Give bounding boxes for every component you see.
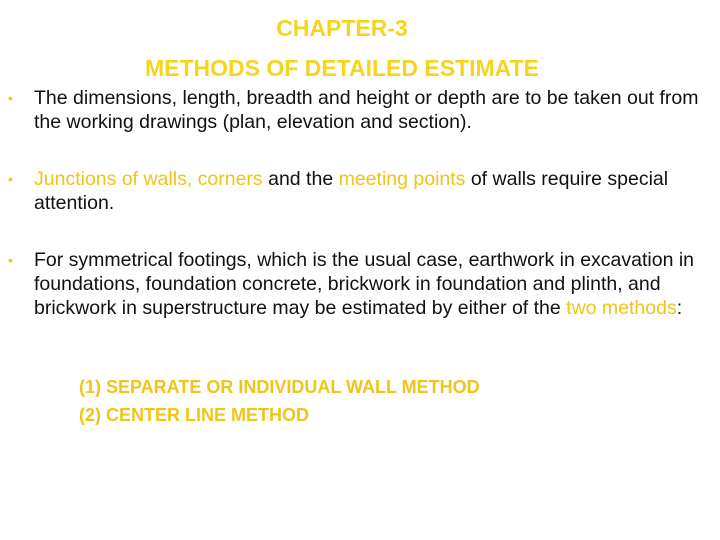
method-center-line: (2) CENTER LINE METHOD <box>79 405 310 425</box>
bullet-text: of walls require special attention. <box>34 168 674 214</box>
highlight-two-methods: two methods <box>566 297 677 319</box>
method-separate-wall: (1) SEPARATE OR INDIVIDUAL WALL METHOD <box>79 377 480 397</box>
bullet-marker-icon: • <box>8 171 13 187</box>
bullet-footings <box>8 248 708 320</box>
slide-title <box>0 8 684 88</box>
bullet-text: The dimensions, length, breadth and height or depth are to be taken out from the working drawings (plan, elevation and section). <box>34 87 699 133</box>
methods-list <box>79 373 480 429</box>
highlight-meeting-points: meeting points <box>338 168 466 190</box>
highlight-junctions: Junctions of walls, corners <box>34 168 263 190</box>
bullet-dimensions <box>8 86 708 134</box>
bullet-junctions <box>8 167 708 215</box>
bullet-text: For symmetrical footings, which is the usual case, earthwork in excavation in foundations, foundation concrete, brickwork in foundation and plinth, and brickwork in superstructure may be estimated by either of the <box>34 249 700 319</box>
title-line-chapter: CHAPTER-3 <box>276 15 408 41</box>
bullet-text: and the <box>262 168 339 190</box>
bullet-marker-icon: • <box>8 90 13 106</box>
bullet-marker-icon: • <box>8 252 13 268</box>
bullet-list <box>8 86 708 320</box>
bullet-text: : <box>676 297 683 319</box>
title-line-heading: METHODS OF DETAILED ESTIMATE <box>145 55 539 81</box>
